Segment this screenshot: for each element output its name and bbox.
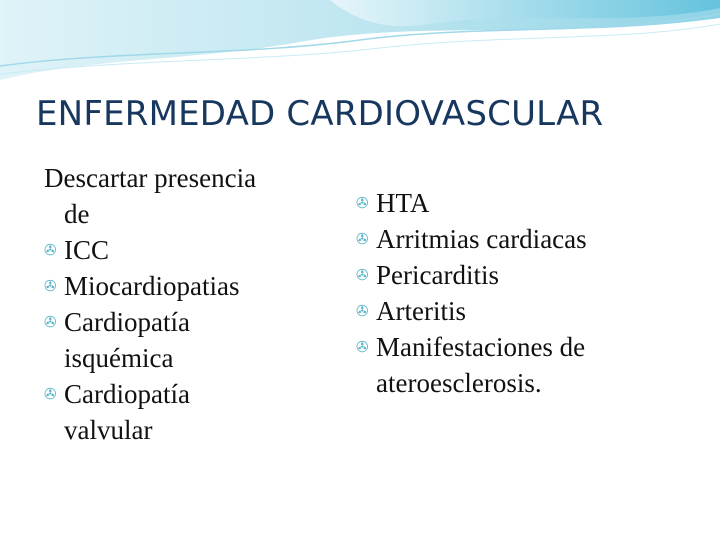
list-item-continuation bbox=[356, 365, 716, 401]
bullet-icon: ✇ bbox=[356, 338, 369, 356]
list-item-label: Miocardiopatias bbox=[64, 271, 240, 301]
list-item-label: ICC bbox=[64, 235, 110, 265]
list-item bbox=[44, 376, 344, 412]
right-column bbox=[356, 185, 716, 401]
bullet-icon: ✇ bbox=[356, 230, 369, 248]
intro-text-continued bbox=[44, 196, 344, 232]
list-item-label-line-2: isquémica bbox=[64, 343, 174, 373]
header-wave-decoration bbox=[0, 0, 720, 90]
bullet-icon: ✇ bbox=[44, 313, 57, 331]
bullet-icon: ✇ bbox=[44, 385, 57, 403]
list-item bbox=[44, 232, 344, 268]
list-item bbox=[44, 304, 344, 340]
list-item-label: Arritmias cardiacas bbox=[376, 224, 587, 254]
list-item-label-line-2: valvular bbox=[64, 415, 153, 445]
intro-line-2: de bbox=[64, 199, 90, 229]
intro-text bbox=[44, 160, 344, 196]
intro-line-1: Descartar presencia bbox=[44, 163, 257, 193]
list-item-continuation bbox=[44, 412, 344, 448]
list-item bbox=[356, 257, 716, 293]
list-item-label-line-2: ateroesclerosis. bbox=[376, 368, 542, 398]
list-item bbox=[356, 221, 716, 257]
list-item-label: Manifestaciones de bbox=[376, 332, 586, 362]
list-item-label: HTA bbox=[376, 188, 430, 218]
list-item bbox=[356, 329, 716, 365]
bullet-icon: ✇ bbox=[356, 302, 369, 320]
list-item-label: Cardiopatía bbox=[64, 379, 190, 409]
bullet-icon: ✇ bbox=[44, 277, 57, 295]
left-column bbox=[44, 160, 344, 448]
list-item bbox=[356, 293, 716, 329]
list-item-continuation bbox=[44, 340, 344, 376]
slide-title: ENFERMEDAD CARDIOVASCULAR bbox=[36, 94, 604, 134]
list-item bbox=[44, 268, 344, 304]
bullet-icon: ✇ bbox=[44, 241, 57, 259]
list-item bbox=[356, 185, 716, 221]
list-item-label: Arteritis bbox=[376, 296, 466, 326]
bullet-icon: ✇ bbox=[356, 194, 369, 212]
list-item-label: Cardiopatía bbox=[64, 307, 190, 337]
list-item-label: Pericarditis bbox=[376, 260, 499, 290]
bullet-icon: ✇ bbox=[356, 266, 369, 284]
